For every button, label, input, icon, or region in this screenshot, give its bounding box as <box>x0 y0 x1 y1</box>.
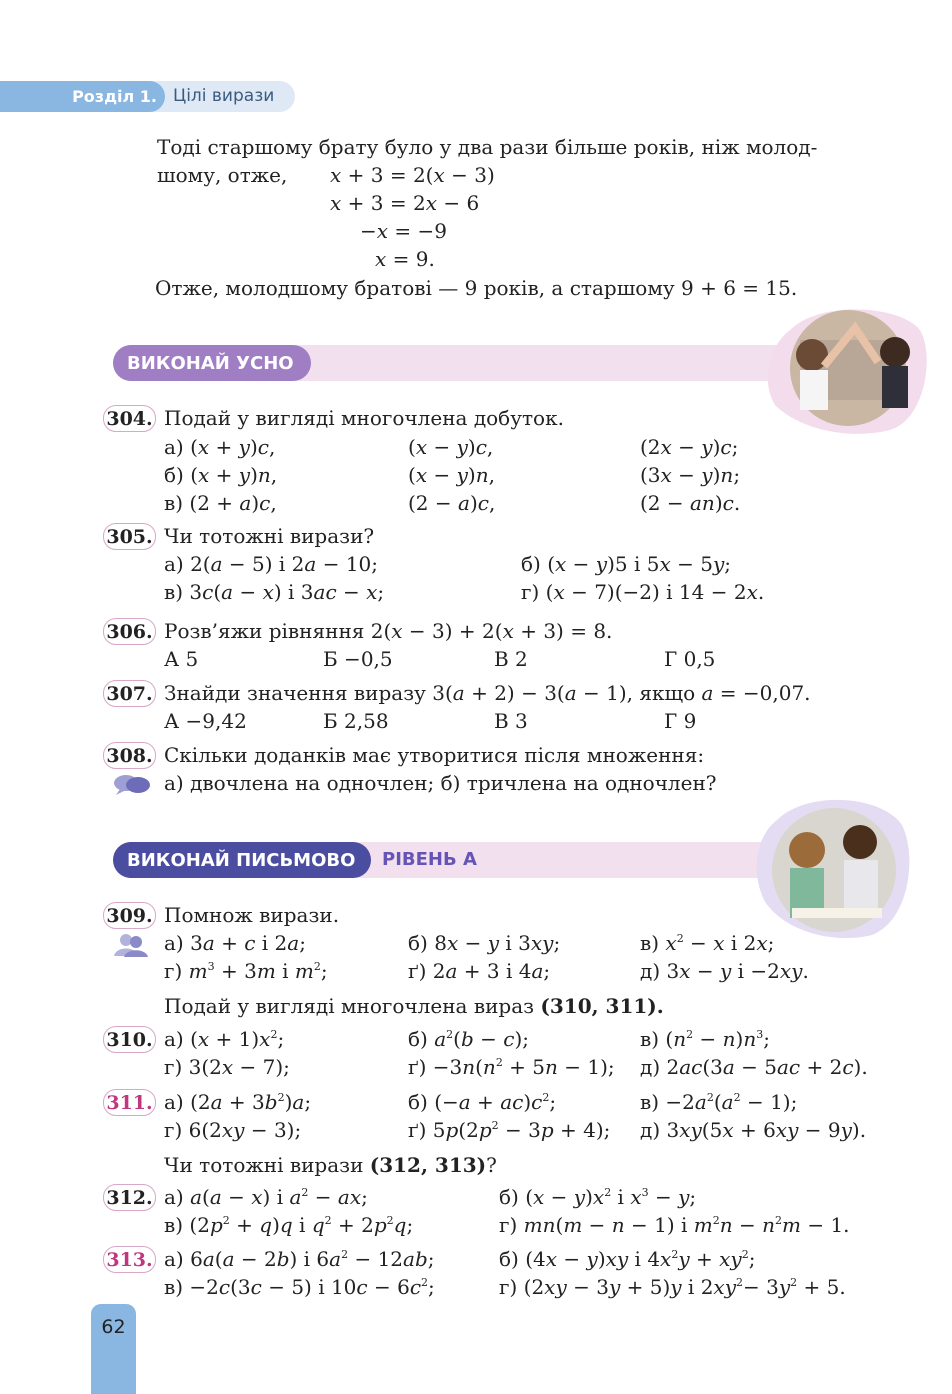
answer-option-c[interactable]: В 3 <box>494 709 528 733</box>
intro-line1: Тоді старшому брату було у два рази більше років, ніж молод- <box>157 135 818 159</box>
exercise-310-a: а) $(x + 1)x^2$; <box>164 1027 285 1051</box>
exercise-number-305: 305. <box>103 523 156 550</box>
exercise-305-task: Чи тотожні вирази? <box>164 524 375 548</box>
exercise-number-313: 313. <box>103 1246 156 1273</box>
exercise-308-task: Скільки доданків має утворитися після множення: <box>164 743 705 767</box>
exercise-304-c2: (2 − a)c, <box>408 491 496 515</box>
exercise-304-a2: (x − y)c, <box>408 435 494 459</box>
exercise-number-312: 312. <box>103 1184 156 1211</box>
intro-conclusion: Отже, молодшому братові — 9 років, а старшому 9 + 6 = 15. <box>155 276 798 300</box>
exercise-309-f: д) 3x − y і −2xy. <box>640 959 809 983</box>
exercise-304-b3: (3x − y)n; <box>640 463 741 487</box>
exercise-310-f: д) 2ac(3a − 5ac + 2c). <box>640 1055 868 1079</box>
page-number: 62 <box>91 1304 136 1394</box>
exercise-305-c: в) 3c(a − x) і 3ac − x; <box>164 580 385 604</box>
exercise-313-a: а) 6a(a − 2b) і $6a^2 - 12ab$; <box>164 1247 435 1271</box>
instruction-310-311: Подай у вигляді многочлена вираз (310, 311). <box>164 994 664 1018</box>
exercise-304-task: Подай у вигляді многочлена добуток. <box>164 406 564 430</box>
instruction-312-313: Чи тотожні вирази (312, 313)? <box>164 1153 497 1177</box>
exercise-311-d: г) 6(2xy − 3); <box>164 1118 302 1142</box>
exercise-304-a3: (2x − y)c; <box>640 435 739 459</box>
exercise-305-d: г) (x − 7)(−2) і 14 − 2x. <box>521 580 765 604</box>
exercise-311-b: б) $(-a + ac)c^2$; <box>408 1090 557 1114</box>
intro-eq3: −x = −9 <box>360 219 448 243</box>
exercise-305-b: б) (x − y)5 і 5x − 5y; <box>521 552 732 576</box>
exercise-304-a1: а) (x + y)c, <box>164 435 276 459</box>
exercise-number-306: 306. <box>103 618 156 645</box>
exercise-309-b: б) 8x − y і 3xy; <box>408 931 561 955</box>
exercise-304-b1: б) (x + y)n, <box>164 463 278 487</box>
chapter-number: Розділ 1. <box>0 81 165 112</box>
written-title: ВИКОНАЙ ПИСЬМОВО <box>113 842 371 878</box>
exercise-number-307: 307. <box>103 680 156 707</box>
students-writing-photo <box>752 790 914 942</box>
chapter-title: Цілі вирази <box>173 86 275 106</box>
exercise-312-c: в) $(2p^2 + q)q$ і $q^2 + 2p^2q$; <box>164 1213 414 1237</box>
exercise-307-task: Знайди значення виразу 3(a + 2) − 3(a − 1), якщо a = −0,07. <box>164 681 811 705</box>
exercise-311-c: $в) -2a^2(a^2 - 1)$; <box>640 1090 798 1114</box>
exercise-309-e: ґ) 2a + 3 і 4a; <box>408 959 551 983</box>
exercise-number-308: 308. <box>103 742 156 769</box>
exercise-number-309: 309. <box>103 902 156 929</box>
exercise-304-c3: (2 − an)c. <box>640 491 741 515</box>
exercise-313-d: г) (2xy − 3y + 5)y і $2xy^2- 3y^2 + 5$. <box>499 1275 846 1299</box>
answer-option-c[interactable]: В 2 <box>494 647 528 671</box>
exercise-309-d: г) $m^3 + 3m$ і $m^2$; <box>164 959 328 983</box>
exercise-number-304: 304. <box>103 405 156 432</box>
exercise-310-d: г) 3(2x − 7); <box>164 1055 290 1079</box>
exercise-309-c: в) $x^2 - x$ і 2x; <box>640 931 775 955</box>
intro-eq2: x + 3 = 2x − 6 <box>330 191 480 215</box>
exercise-309-task: Помнож вирази. <box>164 903 340 927</box>
intro-eq4: x = 9. <box>375 247 435 271</box>
exercise-312-d: г) mn(m − n − 1) і $m^2n - n^2m - 1$. <box>499 1213 850 1237</box>
exercise-304-c1: в) (2 + a)c, <box>164 491 277 515</box>
exercise-312-b: б) $(x - y)x^2$ і $x^3 - y$; <box>499 1185 697 1209</box>
answer-option-d[interactable]: Г 0,5 <box>664 647 716 671</box>
chat-bubbles-icon <box>112 773 152 797</box>
exercise-number-310: 310. <box>103 1026 156 1053</box>
intro-line2: шому, отже, <box>157 163 288 187</box>
exercise-306-task: Розв’яжи рівняння 2(x − 3) + 2(x + 3) = 8. <box>164 619 613 643</box>
answer-option-a[interactable]: А 5 <box>164 647 199 671</box>
answer-option-b[interactable]: Б 2,58 <box>323 709 389 733</box>
exercise-304-b2: (x − y)n, <box>408 463 495 487</box>
high-five-photo <box>760 300 932 440</box>
level-label: РІВЕНЬ А <box>382 849 477 870</box>
exercise-310-c: в) $(n^2 - n)n^3$; <box>640 1027 770 1051</box>
exercise-308-sub: а) двочлена на одночлен; б) тричлена на одночлен? <box>164 771 717 795</box>
exercise-number-311: 311. <box>103 1089 156 1116</box>
exercise-313-b: б) (4x − y)xy і $4x^2y + xy^2$; <box>499 1247 756 1271</box>
intro-eq1: x + 3 = 2(x − 3) <box>330 163 495 187</box>
exercise-305-a: а) 2(a − 5) і 2a − 10; <box>164 552 379 576</box>
exercise-311-f: д) 3xy(5x + 6xy − 9y). <box>640 1118 867 1142</box>
exercise-312-a: а) a(a − x) і $a^2$ − ax; <box>164 1185 368 1209</box>
pair-work-icon <box>112 932 152 958</box>
exercise-313-c: в) −2c(3c − 5) і $10c - 6c^2$; <box>164 1275 435 1299</box>
answer-option-b[interactable]: Б −0,5 <box>323 647 393 671</box>
exercise-309-a: а) 3a + c і 2a; <box>164 931 306 955</box>
exercise-310-e: $ґ) -3n(n^2 + 5n - 1)$; <box>408 1055 615 1079</box>
exercise-311-e: ґ) $5p(2p^2 - 3p + 4)$; <box>408 1118 611 1142</box>
exercise-310-b: б) $a^2(b - c)$; <box>408 1027 529 1051</box>
answer-option-d[interactable]: Г 9 <box>664 709 697 733</box>
exercise-311-a: а) $(2a + 3b^2)a$; <box>164 1090 312 1114</box>
answer-option-a[interactable]: А −9,42 <box>164 709 247 733</box>
oral-title: ВИКОНАЙ УСНО <box>113 345 311 381</box>
